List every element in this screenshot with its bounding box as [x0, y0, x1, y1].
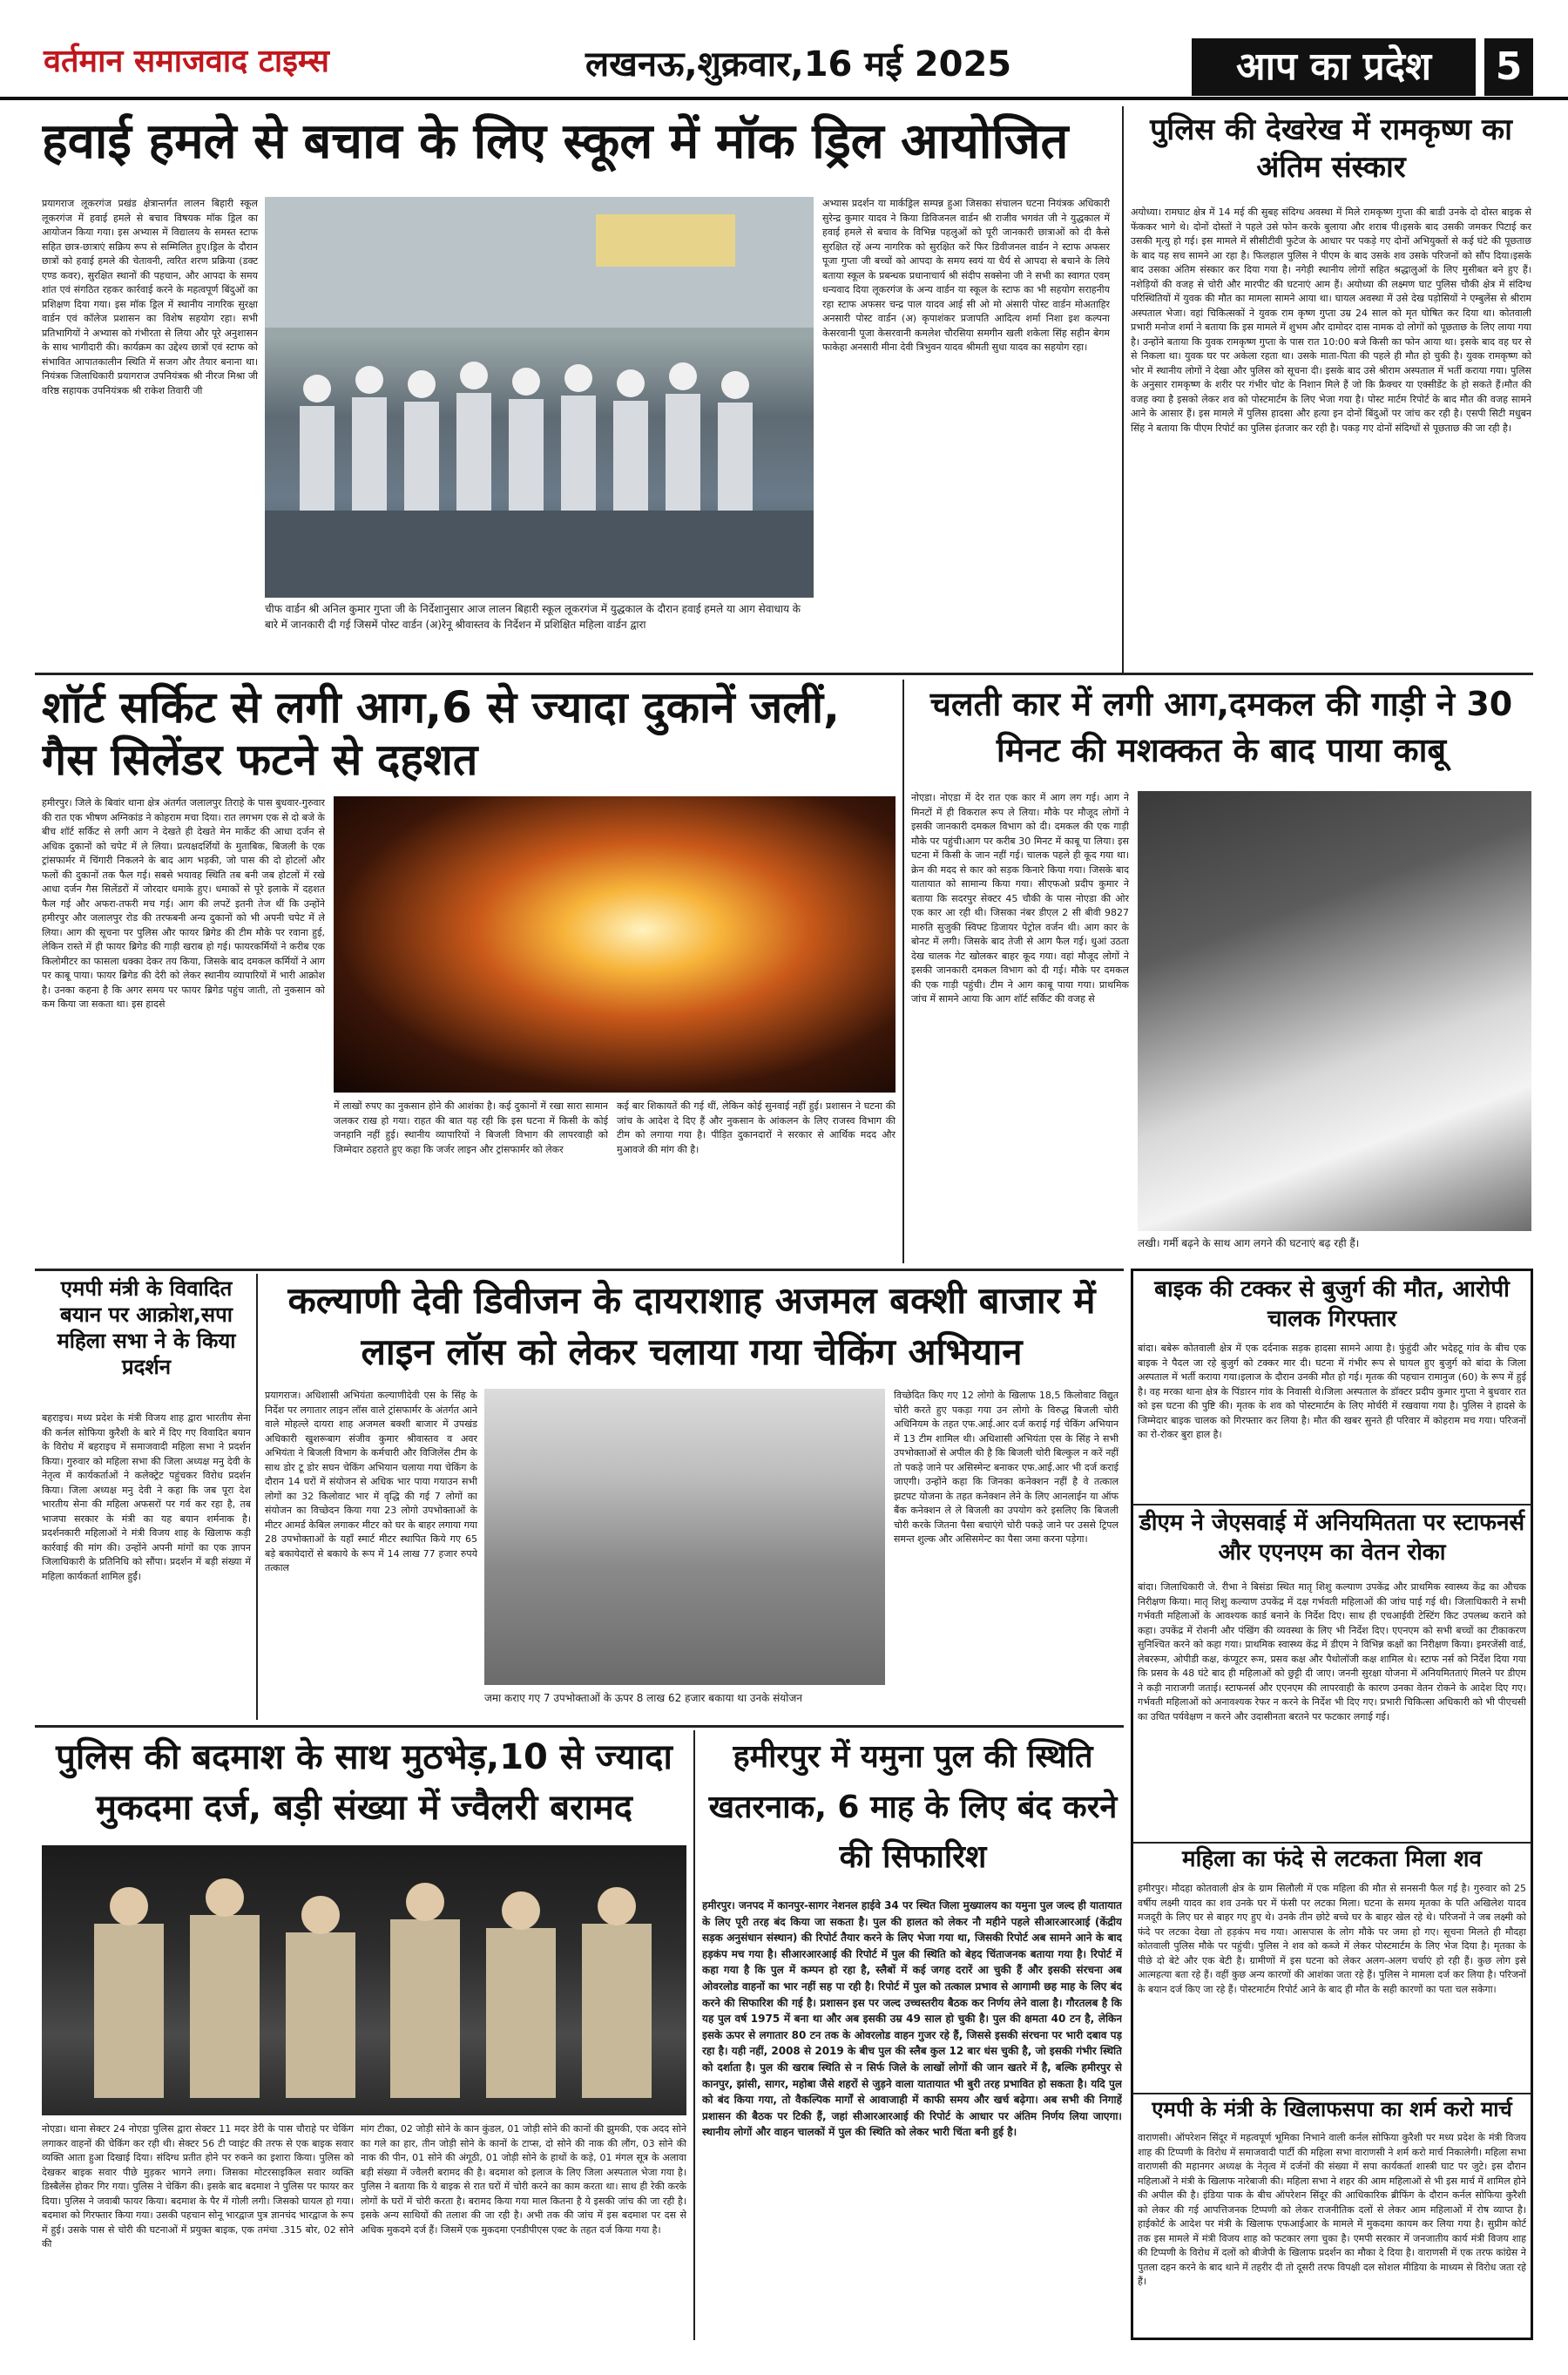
dm-jsy-headline: डीएम ने जेएसवाई में अनियमितता पर स्टाफनर्स और एएनएम का वेतन रोका [1139, 1510, 1525, 1566]
column-divider [256, 1274, 258, 1720]
short-circuit-col3: कई बार शिकायतें की गई थीं, लेकिन कोई सुनवाई नहीं हुई। प्रशासन ने घटना की जांच के आदेश दे दिए हैं और नुकसान के आंकलन के लिए राजस्व विभाग की टीम को लगाया गया है। पीड़ित दुकानदारों ने सरकार से आर्थिक मदद और मुआवजे की मांग की है। [617, 1100, 896, 1155]
line-loss-col3: विच्छेदित किए गए 12 लोगो के खिलाफ 18,5 किलोवाट विद्युत चोरी करते हुए पकड़ा गया उन लोगो के विरुद्ध बिजली चोरी अधिनियम के तहत एफ.आई.आर दर्ज कराई गई चेकिंग अभियान में 13 टीम शामिल थी। अधिशासी अभियंता एस के सिंह ने सभी उपभोक्ताओं से अपील की है कि बिजली चोरी बिल्कुल न करें नहीं तो पकड़े जाने पर असिस्मेन्ट बनाकर एफ.आई.आर भी दर्ज कराई जाएगी। उन्होंने कहा कि जिनका कनेक्शन नहीं है वे तत्काल झटपट योजना के तहत कनेक्शन लेने के लिए आनलाईन या ऑफ बैंक कनेक्शन ले ले बिजली का उपयोग करे इसलिए कि बिजली चोरी करके जितना पैसा बचाएंगे चोरी पकड़े जाने पर उससे ट्रिपल समन्त शुल्क और असिसमेन्ट का पैसा जमा करना पड़ेगा। [894, 1390, 1119, 1545]
ram-krishna-headline: पुलिस की देखरेख में रामकृष्ण का अंतिम संस्कार [1150, 112, 1512, 185]
short-circuit-col1: हमीरपुर। जिले के बिवांर थाना क्षेत्र अंतर्गत जलालपुर तिराहे के पास बुधवार-गुरुवार की रात एक भीषण अग्निकांड ने कोहराम मचा दिया। रात लगभग एक से दो बजे के बीच शॉर्ट सर्किट से लगी आग ने देखते ही देखते मेन मार्केट की आधा दर्जन से अधिक दुकानों को चपेट में ले लिया। प्रत्यक्षदर्शियों के मुताबिक, बिजली के एक ट्रांसफार्मर में चिंगारी निकलने के बाद आग भड़की, जो पास की दो होटलों और फलों की दुकानों तक फैल गई। सबसे भयावह स्थिति तब बनी जब होटलों में रखे आधा दर्जन गैस सिलेंडरों में जोरदार धमाके हुए। धमाकों से पूरे इलाके में दहशत फैल गई और अफरा-तफरी मच गई। आग की लपटें इतनी तेज थीं कि उन्होंने हमीरपुर और जलालपुर रोड की तरफबनी अन्य दुकानों को भी अपनी चपेट में ले लिया। आग की सूचना पर पुलिस और फायर ब्रिगेड की टीम मौके पर रवाना हुई, लेकिन रास्ते में ही फायर ब्रिगेड की गाड़ी खराब हो गई। फायरकर्मियों ने करीब एक किलोमीटर का फासला धक्का देकर तय किया, जिसके बाद दमकल कर्मियों ने आग पर काबू पाया। फायर ब्रिगेड की देरी को लेकर स्थानीय व्यापारियों में भारी आक्रोश है। उनका कहना है कि अगर समय पर फायर ब्रिगेड पहुंच जाती, तो नुकसान को कम किया जा सकता था। इस हादसे [42, 797, 325, 1010]
box-divider [1132, 2093, 1531, 2094]
encounter-col2: मांग टीका, 02 जोड़ी सोने के कान कुंडल, 01 जोड़ी सोने की कानों की झुमकी, एक अदद सोने का गले का हार, तीन जोड़ी सोने के कानों के टाप्स, दो सोने की नाक की लौंग, 03 सोने की नाक की पीन, 01 सोने की अंगूठी, 01 जोड़ी सोने के हाथों के कड़े, 01 मंगल सूत्र के अलावा बड़ी संख्या में ज्वैलरी बरामद की है। बदमाश को इलाज के लिए जिला अस्पताल भेजा गया है। पुलिस ने बताया कि ये बाइक से रात घरों में चोरी करने का काम करता था। साथ ही रेकी करके लोगों के घरों में चोरी करता है। बरामद किया गया माल कितना है ये इसकी जांच की जा रही है। इसके अन्य साथियों की तलाश की जा रही है। अभी तक की जांच में इस बदमाश पर दस से अधिक मुकदमे दर्ज हैं। जिसमें एक मुकदमा एनडीपीएस एक्ट के तहत दर्ज किया गया है। [361, 2123, 686, 2236]
column-divider [902, 680, 904, 1263]
box-divider [1132, 1842, 1531, 1844]
short-circuit-headline: शॉर्ट सर्किट से लगी आग,6 से ज्यादा दुकानें जलीं, गैस सिलेंडर फटने से दहशत [42, 682, 841, 785]
mock-drill-crowd-graphic [265, 197, 814, 598]
woman-found-body: हमीरपुर। मौदहा कोतवाली क्षेत्र के ग्राम सिलौली में एक महिला की मौत से सनसनी फैल गई है। गुरुवार को 25 वर्षीय लक्ष्मी यादव का शव उनके घर में फंसी पर लटका मिला। घटना के समय मृतका के पति अखिलेश यादव मजदूरी के लिए घर से बाहर गए हुए थे। उनके तीन छोटे बच्चे घर के बाहर खेल रहे थे। परिजनों ने जब लक्ष्मी को फंदे पर लटका देखा तो हड़कंप मच गया। आसपास के लोग मौके पर जमा हो गए। सूचना मिलते ही मौदहा कोतवाली पुलिस मौके पर पहुंची। पुलिस ने शव को कब्जे में लेकर पोस्टमार्टम के लिए भेज दिया है। मृतका के पीछे दो बेटे और एक बेटी है। ग्रामीणों में इस घटना को लेकर अलग-अलग चर्चाएं हो रही हैं। कुछ लोग इसे आत्महत्या बता रहे हैं। वहीं कुछ अन्य कारणों की आशंका जता रहे हैं। पुलिस ने मामला दर्ज कर लिया है। परिजनों के बयान दर्ज किए जा रहे हैं। पोस्टमार्टम रिपोर्ट आने के बाद ही मौत के सही कारणों का पता चल सकेगा। [1138, 1883, 1526, 1995]
sp-protest-headline: एमपी के मंत्री के खिलाफसपा का शर्म करो मार्च [1152, 2097, 1512, 2121]
yamuna-bridge-body: हमीरपुर। जनपद में कानपुर-सागर नेशनल हाईवे 34 पर स्थित जिला मुख्यालय का यमुना पुल जल्द ही यातायात के लिए पूरी तरह बंद किया जा सकता है। पुल की हालत को लेकर नौ महीने पहले सीआरआरआई (केंद्रीय सड़क अनुसंधान संस्थान) की रिपोर्ट तैयार करने के लिए भेजा गया था, जिसकी रिपोर्ट अब सामने आने के बाद हड़कंप मच गया है। सीआरआरआई की रिपोर्ट में पुल की स्थिति को बेहद चिंताजनक बताया गया है। रिपोर्ट में कहा गया है कि पुल में कम्पन हो रहा है, स्लैबों में कई जगह दरारें आ चुकी हैं और इसकी संरचना अब ओवरलोड वाहनों का भार नहीं सह पा रही है। रिपोर्ट में पुल को तत्काल प्रभाव से आगामी छह माह के लिए बंद करने की सिफारिश की गई है। प्रशासन इस पर जल्द उच्चस्तरीय बैठक कर निर्णय लेने वाला है। गौरतलब है कि यह पुल वर्ष 1975 में बना था और अब इसकी उम्र 49 साल हो चुकी है। पुल की क्षमता 40 टन है, लेकिन इसके ऊपर से लगातार 80 टन तक के ओवरलोड वाहन गुजर रहे हैं, जिससे इसकी संरचना पर भारी दबाव पड़ रहा है। यही नहीं, 2008 से 2019 के बीच पुल की स्लैब कुल 12 बार धंस चुकी है, जो इसकी गंभीर स्थिति को दर्शाता है। पुल की खराब स्थिति से न सिर्फ जिले के लाखों लोगों की जान खतरे में है, बल्कि हमीरपुर से कानपुर, झांसी, सागर, महोबा जैसे शहरों से जुड़ने वाला यातायात भी बुरी तरह प्रभावित हो सकता है। यदि पुल को बंद किया गया, तो वैकल्पिक मार्गों से आवाजाही में काफी समय और खर्च बढ़ेगा। अब सभी की निगाहें प्रशासन की बैठक पर टिकी हैं, जहां सीआरआरआई की रिपोर्ट के आधार पर अंतिम निर्णय लिया जाएगा। स्थानीय लोगों और वाहन चालकों में पुल की स्थिति को लेकर भारी चिंता बनी हुई है। [702, 1899, 1122, 2139]
short-circuit-col2: में लाखों रुपए का नुकसान होने की आशंका है। कई दुकानों में रखा सारा सामान जलकर राख हो गया। राहत की बात यह रही कि इस घटना में किसी के कोई जनहानि नहीं हुई। स्थानीय व्यापारियों ने बिजली विभाग की लापरवाही को जिम्मेदार ठहराते हुए कहा कि जर्जर लाइन और ट्रांसफार्मर को लेकर [334, 1100, 608, 1155]
car-fire-caption: लखी। गर्मी बढ़ने के साथ आग लगने की घटनाएं बढ़ रही हैं। [1138, 1237, 1360, 1249]
photo-line-check [484, 1389, 885, 1685]
encounter-col1: नोएडा। थाना सेक्टर 24 नोएडा पुलिस द्वारा सेक्टर 11 मदर डेरी के पास चौराहे पर चेकिंग लगाकर वाहनों की चेकिंग कर रही थी। सेक्टर 56 टी प्वाइंट की तरफ से एक बाइक सवार व्यक्ति आता हुआ दिखाई दिया। संदिग्ध प्रतीत होने पर रुकने का इशारा किया। पुलिस को देखकर बाइक सवार पीछे मुड़कर भागने लगा। जिसका मोटरसाइकिल सवार व्यक्ति डिस्बैलेंस होकर गिर गया। पुलिस ने चेकिंग की। इसके बाद बदमाश ने पुलिस पर फायर कर दिया। पुलिस ने जवाबी फायर किया। बदमाश के पैर में गोली लगी। जिसको घायल हो गया। बदमाश को गिरफ्तार किया गया। उसकी पहचान सोनू भारद्वाज पुत्र ज्ञानचंद भारद्वाज के रूप में हुई। उसके पास से चोरी की घटनाओं में प्रयुक्त बाइक, एक तमंचा .315 बोर, 02 सोने की [42, 2123, 354, 2250]
mp-minister-body: बहराइच। मध्य प्रदेश के मंत्री विजय शाह द्वारा भारतीय सेना की कर्नल सोफिया कुरैशी के बारे में दिए गए विवादित बयान के विरोध में बहराइच में समाजवादी महिला सभा ने प्रदर्शन किया। गुरुवार को महिला सभा की जिला अध्यक्ष मनु देवी के नेतृत्व में कार्यकर्ताओं ने कलेक्ट्रेट पहुंचकर विरोध प्रदर्शन किया। जिला अध्यक्ष मनु देवी ने कहा कि जब पूरा देश भारतीय सेना की महिला अफसरों पर गर्व कर रहा है, तब भाजपा सरकार के मंत्री का यह बयान शर्मनाक है। प्रदर्शनकारी महिलाओं ने मंत्री विजय शाह के खिलाफ कड़ी कार्रवाई की मांग की। उन्होंने अपनी मांगों का एक ज्ञापन जिलाधिकारी के प्रतिनिधि को सौंपा। प्रदर्शन में बड़ी संख्या में महिला कार्यकर्ता शामिल हुईं। [42, 1412, 251, 1582]
mp-minister-headline: एमपी मंत्री के विवादित बयान पर आक्रोश,सपा महिला सभा ने के किया प्रदर्शन [57, 1276, 236, 1379]
row-divider [35, 1269, 1124, 1271]
photo-fire-night [334, 796, 896, 1093]
mock-drill-headline: हवाई हमले से बचाव के लिए स्कूल में मॉक ड्रिल आयोजित [42, 113, 1069, 170]
box-divider [1132, 1504, 1531, 1506]
encounter-headline: पुलिस की बदमाश के साथ मुठभेड़,10 से ज्यादा मुकदमा दर्ज, बड़ी संख्या में ज्वैलरी बरामद [56, 1737, 672, 1828]
bike-accident-headline: बाइक की टक्कर से बुजुर्ग की मौत, आरोपी चालक गिरफ्तार [1154, 1276, 1510, 1332]
row-divider [35, 673, 1533, 675]
car-fire-body: नोएडा। नोएडा में देर रात एक कार में आग लग गई। आग ने मिनटों में ही विकराल रूप ले लिया। मौके पर मौजूद लोगों ने इसकी जानकारी दमकल विभाग को दी। दमकल की एक गाड़ी मौके पर पहुंची।आग पर करीब 30 मिनट में काबू पा लिया। इस घटना में किसी के जान नहीं गई। चालक पहले ही कूद गया था। क्रेन की मदद से कार को सड़क किनारे किया गया। जिसके बाद यातायात को सामान्य किया गया। सीएफओ प्रदीप कुमार ने बताया कि सदरपुर सेक्टर 45 चौकी के पास नोएडा की ओर एक कार आ रही थी। जिसका नंबर डीएल 2 सी बीवी 9827 मारुति सुजुकी स्विफ्ट डिजायर पेट्रोल वर्जन थी। आग कार के बोनट में लगी। जिसके बाद तेजी से आग फैल गई। धुआं उठता देख चालक गेट खोलकर बाहर कूद गया। वहां मौजूद लोगों ने इसकी जानकारी दमकल विभाग को दी गई। मौके पर दमकल की एक गाड़ी पहुंची। टीम ने आग काबू पाया गया। प्राथमिक जांच में सामने आया कि आग शॉर्ट सर्किट की वजह से [911, 792, 1129, 1005]
paper-name: वर्तमान समाजवाद टाइम्स [44, 44, 329, 79]
column-divider [1122, 106, 1124, 673]
section-banner: आप का प्रदेश [1192, 38, 1476, 96]
line-loss-headline: कल्याणी देवी डिवीजन के दायराशाह अजमल बक्शी बाजार में लाइन लॉस को लेकर चलाया गया चेकिंग अभियान [287, 1279, 1096, 1373]
mock-drill-col3: अभ्यास प्रदर्शन या मार्कड्रिल सम्पन्न हुआ जिसका संचालन घटना नियंत्रक अधिकारी सुरेन्द्र कुमार यादव ने किया डिविजनल वार्डन श्री राजीव भगवंत जी ने युद्धकाल में हवाई हमले से बचाव के विभिन्न पहलुओं को पूरी जानकारी छात्राओं को दी कैसे सुरक्षित रहें अन्य नागरिक को सुरक्षित करें फिर डिवीजनल वार्डन ने स्टाफ अफसर पूजा गुप्ता जी बच्चों को आपदा के समय स्वयं या धैर्य से आपदा से बचाने के लिये बताया स्कूल के प्रबन्धक प्रधानाचार्य श्री संदीप सक्सेना जी ने सभी का स्वागत एवम् धन्यवाद दिया लूकरगंज के अन्य वार्डन या स्कूल के स्टाफ का भी सहयोग सराहनीय रहा स्टाफ अफसर चन्द्र पाल यादव आई सी ओ मो अंसारी पोस्ट वार्डन मोअताहिर अनसारी पोस्ट वार्डन (अ) कृपाशंकर प्रजापति आदित्य शर्मा निशा इश कल्पना केसरवानी पूजा केसरवानी कमलेश चौरसिया समगीन खली शकेला सिंह सहीन बेगम फाकेहा अनसारी मीना देवी त्रिभुवन यादव श्रीमती सुधा यादव का सहयोग रहा। [822, 198, 1110, 353]
mock-drill-caption: चीफ वार्डन श्री अनिल कुमार गुप्ता जी के निर्देशानुसार आज लालन बिहारी स्कूल लूकरगंज में युद्धकाल के दौरान हवाई हमले या आग सेवाधाय के बारे में जानकारी दी गई जिसमें पोस्ट वार्डन (अ)रेनू श्रीवास्तव के निर्देशन में प्रशिक्षित महिला वार्डन द्वारा [265, 603, 801, 631]
mock-drill-col1: प्रयागराज लूकरगंज प्रखंड क्षेत्रान्तर्गत लालन बिहारी स्कूल लूकरगंज में हवाई हमले से बचाव विषयक मॉक ड्रिल का आयोजन किया गया। इस अभ्यास में विद्यालय के समस्त स्टाफ सहित छात्र-छात्राएं सक्रिय रूप से सम्मिलित हुए।ड्रिल के दौरान छात्रों को हवाई हमले की चेतावनी, त्वरित शरण प्रक्रिया (डक्ट एण्ड कवर), सुरक्षित स्थानों की पहचान, और आपदा के समय शांत एवं संगठित रहकर कार्रवाई करने के महत्वपूर्ण बिंदुओं का प्रशिक्षण दिया गया। इस मॉक ड्रिल में स्थानीय नागरिक सुरक्षा वार्डन एवं कॉलेज प्रशासन का विशेष सहयोग रहा। सभी प्रतिभागियों ने अभ्यास को गंभीरता से लिया और पूरे अनुशासन के साथ भागीदारी की। कार्यक्रम का उद्देश्य छात्रों एवं स्टाफ को संभावित आपातकालीन स्थिति में सजग और तैयार बनाना था। नियंत्रक जिलाधिकारी प्रयागराज उपनियंत्रक श्री नीरज मिश्रा जी वरिष्ठ सहायक उपनियंत्रक श्री राकेश तिवारी जी [42, 198, 258, 396]
dm-jsy-body: बांदा। जिलाधिकारी जे. रीभा ने बिसंडा स्थित मातृ शिशु कल्याण उपकेंद्र और प्राथमिक स्वास्थ्य केंद्र का औचक निरीक्षण किया। मातृ शिशु कल्याण उपकेंद्र में दक्ष गर्भवती महिलाओं की जांच पाई गई थी। जिलाधिकारी ने सभी गर्भवती महिलाओं के आवश्यक कार्ड बनाने के निर्देश दिए। साथ ही एचआईवी टेस्टिंग किट उपलब्ध कराने को कहा। उपकेंद्र में रोशनी और पंखिंग की व्यवस्था के लिए भी निर्देश दिए। एएनएम को सभी बच्चों का टीकाकरण सुनिश्चित करने को कहा गया। प्राथमिक स्वास्थ्य केंद्र में डीएम ने विभिन्न कक्षों का निरीक्षण किया। इमरजेंसी वार्ड, लेबररूम, ओपीडी कक्ष, कंप्यूटर रूम, प्रसव कक्ष और पैथोलॉजी कक्ष शामिल थे। स्टाफ नर्स को निर्देश दिया गया कि प्रसव के 48 घंटे बाद ही महिलाओं को छुट्टी दी जाए। जननी सुरक्षा योजना में अनियमितताएं मिलने पर डीएम ने कड़ी नाराजगी जताई। स्टाफनर्स और एएनएम की लापरवाही के कारण उनका वेतन रोकने के आदेश दिए गए। गर्भवती महिलाओं को अनावश्यक रेफर न करने के निर्देश भी दिए गए। प्रभारी चिकित्सा अधिकारी को भी पीएचसी का उचित पर्यवेक्षण न करने और उदासीनता बरतने पर फटकार लगाई गई। [1138, 1581, 1526, 1722]
page-number: 5 [1481, 38, 1533, 96]
ram-krishna-body: अयोध्या। रामघाट क्षेत्र में 14 मई की सुबह संदिग्ध अवस्था में मिले रामकृष्ण गुप्ता की बाडी उनके दो दोस्त बाइक से फेंककर भागे थे। दोनों दोस्तों ने पहले उसे फोन करके बुलाया और शराब पी।इसके बाद उसकी जमकर पिटाई कर उसकी मृत्यु हो गई। इस मामले में सीसीटीवी फुटेज के आधार पर पकड़े गए दोनों अभियुक्तों से कई घंटे की पूछताछ के बाद यह सच सामने आ रहा है। फिलहाल पुलिस ने पीएम के बाद उसके शव उसके परिजनों को सौंप दिया।इसके बाद उसका अंतिम संस्कार कर दिया गया है। नगेड़ी स्थानीय लोगों सहित श्रद्धालुओं के लिए मुसीबत बने हुए हैं।नशेड़ियों की वजह से चोरी और मारपीट की घटनाएं आम हैं। अयोध्या की लक्ष्मण घाट पुलिस चौकी क्षेत्र में संदिग्ध परिस्थितियों में युवक की मौत का मामला सामने आया था। घायल अवस्था में उसे देख पड़ोसियों ने एम्बुलेंस से श्रीराम अस्पताल भेजा। वहां चिकित्सकों ने युवक राम कृष्ण गुप्ता उम्र 24 साल को मृत घोषित कर दिया था। कोतवाली प्रभारी मनोज शर्मा ने बताया कि इस मामले में शुभम और दामोदर दास नामक दो लोगों को पूछताछ के लिए लाया गया है। उन्होंने बताया कि युवक रामकृष्ण गुप्ता के पास रात 10:00 बजे किसी का फोन आया था। इसके बाद वह घर से से निकला था। युवक घर पर अकेला रहता था। उसके माता-पिता की पहले ही मौत हो चुकी है। युवक रामकृष्ण को भोर में स्थानीय लोगों ने देखा और पुलिस को सूचना दी। इसके बाद उसे श्रीराम अस्पताल में भर्ती कराया गया। पुलिस के अनुसार रामकृष्ण के शरीर पर गंभीर चोट के निशान मिले हैं जो कि फ्रैक्चर या एक्सीडेंट के हो सकते हैं।मौत की वजह क्या है इसको लेकर शव को पोस्टमार्टम के लिए भेजा गया है। पोस्ट मार्टम रिपोर्ट के बाद मौत की वजह सामने आने के आसार हैं। इस मामले में पुलिस हादसा और हत्या इन दोनों बिंदुओं पर जांच कर रही है। एसपी सिटी मधुबन सिंह ने बताया कि पीएम रिपोर्ट का पुलिस इंतजार कर रही है। पकड़ गए दोनों संदिग्धों से पूछताछ की जा रही है। [1131, 206, 1531, 434]
yamuna-bridge-headline: हमीरपुर में यमुना पुल की स्थिति खतरनाक, 6 माह के लिए बंद करने की सिफारिश [708, 1739, 1118, 1876]
photo-mock-drill [265, 197, 814, 598]
column-divider [693, 1730, 695, 2340]
bike-accident-body: बांदा। बबेरू कोतवाली क्षेत्र में एक दर्दनाक सड़क हादसा सामने आया है। फुंहुंदी और भदेहटू गांव के बीच एक बाइक ने पैदल जा रहे बुजुर्ग को टक्कर मार दी। घटना में गंभीर रूप से घायल हुए बुजुर्ग को बांदा के जिला अस्पताल में भर्ती कराया गया।इलाज के दौरान उनकी मौत हो गई। मृतक की पहचान रामानुज (60) के रूप में हुई है। वह मरका थाना क्षेत्र के पिंडारन गांव के निवासी थे।जिला अस्पताल के डॉक्टर प्रदीप कुमार गुप्ता ने बुधवार रात को इस घटना की पुष्टि की। मृतक के शव को पोस्टमार्टम के लिए मोर्चरी में रखवाया गया है। पुलिस ने हादसे के जिम्मेदार बाइक चालक को गिरफ्तार कर लिया है। मौत की खबर सुनते ही परिवार में कोहराम मच गया। परिजनों का रो-रोकर बुरा हाल है। [1138, 1343, 1526, 1440]
date-line: लखनऊ,शुक्रवार,16 मई 2025 [585, 44, 1012, 85]
woman-found-headline: महिला का फंदे से लटकता मिला शव [1182, 1846, 1482, 1872]
line-loss-col1: प्रयागराज। अधिशासी अभियंता कल्याणीदेवी एस के सिंह के निर्देश पर लगातार लाइन लॉस वाले ट्रांसफार्मर के अंतर्गत आने वाले मोहल्ले दायरा शाह अजमल बक्शी बाजार में उपखंड अधिकारी खुशरूबाग संजीव कुमार श्रीवास्तव व अवर अभियंता ने बिजली विभाग के कर्मचारी और विजिलेंस टीम के साथ डोर टू डोर सघन चेकिंग अभियान चलाया गया चेकिंग के दौरान 14 घरों में संयोजन से अधिक भार पाया गयाउन सभी लोगों का 32 किलोवाट भार में वृद्धि की गई 7 लोगों का संयोजन का विच्छेदन किया गया 23 लोगो उपभोक्ताओं के मीटर आमर्ड केबिल लगाकर मीटर को घर के बाहर लगाया गया 28 उपभोक्ताओं के यहाँ स्मार्ट मीटर स्थापित किये गए 65 बड़े बकायेदारों से बकाये के रूप में 14 लाख 77 हजार रुपये तत्काल [265, 1390, 477, 1573]
masthead [0, 0, 1568, 100]
police-group-graphic [42, 1845, 686, 2115]
sp-protest-body: वाराणसी। ऑपरेशन सिंदूर में महत्वपूर्ण भूमिका निभाने वाली कर्नल सोफिया कुरैशी पर मध्य प्रदेश के मंत्री विजय शाह की टिप्पणी के विरोध में समाजवादी पार्टी की महिला सभा वाराणसी ने शर्म करो मार्च निकालेगी। महिला सभा वाराणसी की महानगर अध्यक्ष के नेतृत्व में दर्जनों की संख्या में सपा कार्यकर्ता शास्त्री घाट पर जुटे। इस दौरान महिलाओं ने मंत्री के खिलाफ नारेबाजी की। महिला सभा ने शहर की आम महिलाओं से भी इस मार्च में शामिल होने की अपील की है। इंडिया पाक के बीच ऑपरेशन सिंदूर की आधिकारिक ब्रीफिंग के दौरान कर्नल सोफिया कुरैशी को लेकर की गई आपत्तिजनक टिप्पणी को लेकर राजनीतिक दलों से लेकर आम महिलाओं में रोष व्याप्त है। हाईकोर्ट के आदेश पर मंत्री के खिलाफ एफआईआर के मामले में मुकदमा कायम कर लिया गया है। सुप्रीम कोर्ट तक इस मामले में मंत्री विजय शाह को फटकार लगा चुका है। एमपी सरकार में जनजातीय कार्य मंत्री विजय शाह की टिप्पणी के विरोध में दलों को बीजेपी के खिलाफ प्रदर्शन का मौका दे दिया है। वाराणसी में एक तरफ कांग्रेस ने पुतला दहन करने के बाद थाने में तहरीर दी तो दूसरी तरफ विपक्षी दल सोशल मीडिया के माध्यम से विरोध जता रहे हैं। [1138, 2132, 1526, 2287]
line-loss-caption: जमा कराए गए 7 उपभोक्ताओं के ऊपर 8 लाख 62 हजार बकाया था उनके संयोजन [484, 1692, 802, 1704]
row-divider [35, 1725, 1124, 1728]
photo-car-fire [1138, 791, 1531, 1231]
photo-police-arrest [42, 1845, 686, 2115]
car-fire-headline: चलती कार में लगी आग,दमकल की गाड़ी ने 30 मिनट की मशक्कत के बाद पाया काबू [929, 685, 1513, 770]
